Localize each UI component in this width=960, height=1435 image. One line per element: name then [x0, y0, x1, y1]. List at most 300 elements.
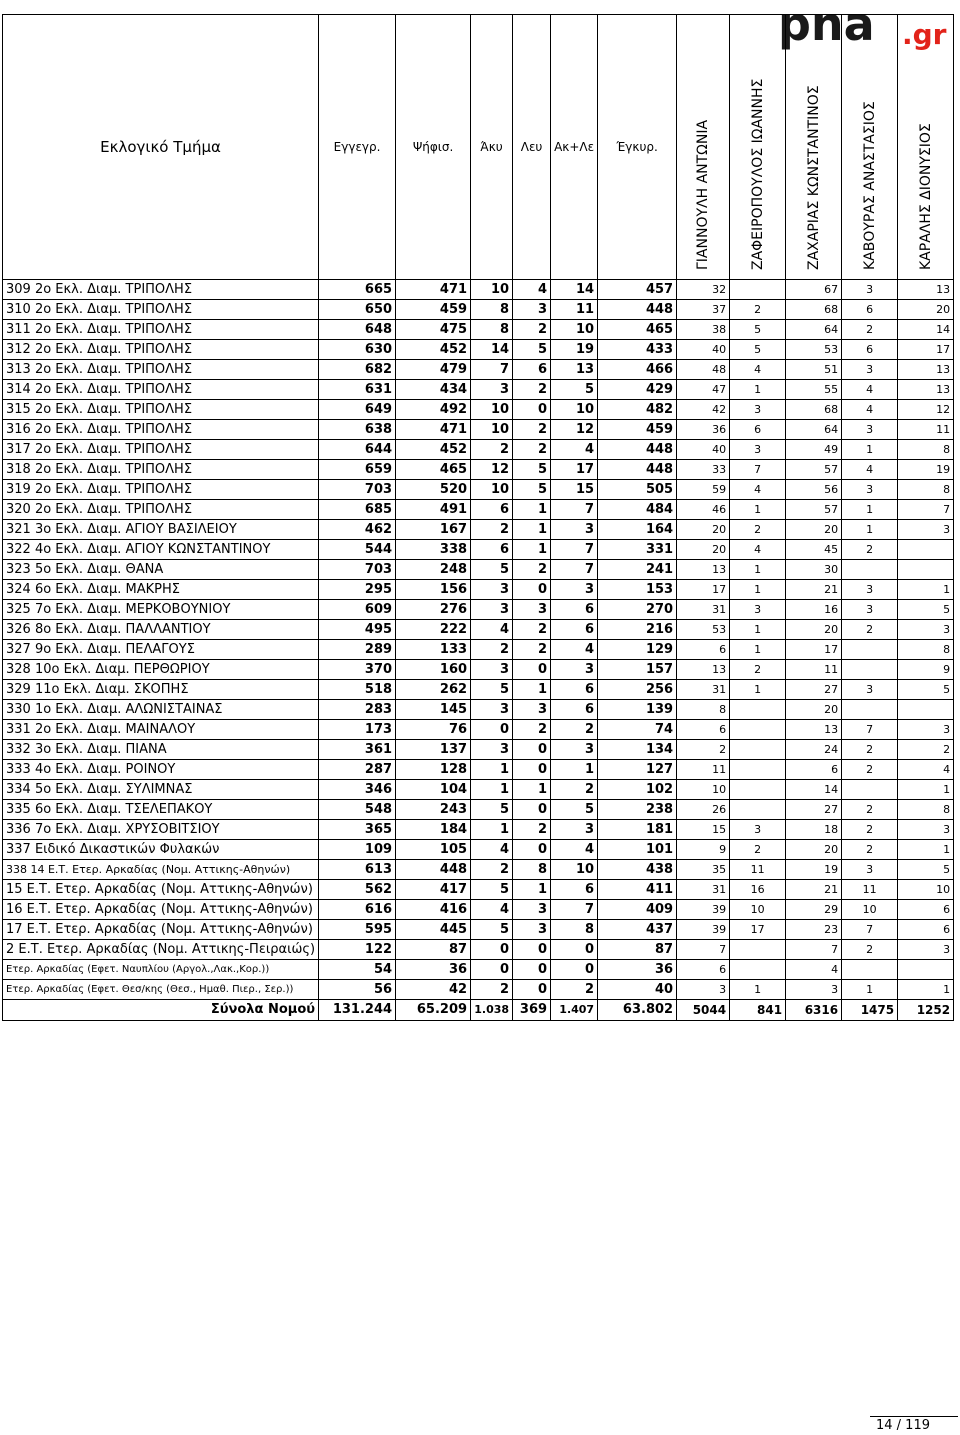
cell-invalid-blank: 6 — [551, 620, 598, 640]
table-row — [3, 840, 954, 860]
district-name: 328 10ο Εκλ. Διαμ. ΠΕΡΘΩΡΙΟΥ — [3, 660, 319, 680]
cell-candidate-2: 1 — [730, 380, 786, 400]
district-name: 317 2ο Εκλ. Διαμ. ΤΡΙΠΟΛΗΣ — [3, 440, 319, 460]
cell-candidate-1: 35 — [677, 860, 730, 880]
cell-candidate-1: 6 — [677, 960, 730, 980]
cell-voted: 491 — [396, 500, 471, 520]
cell-voted: 133 — [396, 640, 471, 660]
candidate-name: ΖΑΧΑΡΙΑΣ ΚΩΝΣΤΑΝΤΙΝΟΣ — [805, 85, 822, 270]
cell-registered: 665 — [319, 280, 396, 300]
cell-candidate-1: 31 — [677, 880, 730, 900]
cell-valid: 87 — [598, 940, 677, 960]
table-row — [3, 860, 954, 880]
cell-registered: 649 — [319, 400, 396, 420]
cell-candidate-3: 16 — [786, 600, 842, 620]
cell-candidate-5: 20 — [898, 300, 954, 320]
cell-candidate-4: 3 — [842, 420, 898, 440]
table-row — [3, 580, 954, 600]
cell-registered: 283 — [319, 700, 396, 720]
cell-voted: 76 — [396, 720, 471, 740]
district-name: 331 2ο Εκλ. Διαμ. ΜΑΙΝΑΛΟΥ — [3, 720, 319, 740]
cell-candidate-3: 68 — [786, 300, 842, 320]
cell-candidate-2: 17 — [730, 920, 786, 940]
cell-invalid-blank: 12 — [551, 420, 598, 440]
cell-voted: 445 — [396, 920, 471, 940]
total-valid: 63.802 — [598, 1000, 677, 1021]
cell-invalid-blank: 6 — [551, 600, 598, 620]
cell-blank: 0 — [513, 940, 551, 960]
cell-voted: 471 — [396, 420, 471, 440]
cell-candidate-2: 2 — [730, 300, 786, 320]
cell-candidate-5 — [898, 700, 954, 720]
cell-invalid: 5 — [471, 880, 513, 900]
cell-candidate-3: 51 — [786, 360, 842, 380]
cell-blank: 3 — [513, 900, 551, 920]
cell-registered: 287 — [319, 760, 396, 780]
cell-candidate-1: 47 — [677, 380, 730, 400]
cell-candidate-3: 14 — [786, 780, 842, 800]
cell-voted: 479 — [396, 360, 471, 380]
district-name: 330 1ο Εκλ. Διαμ. ΑΛΩΝΙΣΤΑΙΝΑΣ — [3, 700, 319, 720]
cell-invalid-blank: 1 — [551, 760, 598, 780]
cell-registered: 495 — [319, 620, 396, 640]
cell-candidate-1: 2 — [677, 740, 730, 760]
cell-candidate-1: 39 — [677, 920, 730, 940]
header-invalid: Άκυ — [471, 15, 513, 280]
table-row — [3, 300, 954, 320]
table-row — [3, 380, 954, 400]
cell-candidate-3: 20 — [786, 700, 842, 720]
cell-blank: 5 — [513, 460, 551, 480]
cell-candidate-1: 20 — [677, 520, 730, 540]
district-name: 334 5ο Εκλ. Διαμ. ΣΥΛΙΜΝΑΣ — [3, 780, 319, 800]
cell-candidate-5: 13 — [898, 360, 954, 380]
header-registered: Εγγεγρ. — [319, 15, 396, 280]
cell-candidate-3: 45 — [786, 540, 842, 560]
district-name: 315 2ο Εκλ. Διαμ. ΤΡΙΠΟΛΗΣ — [3, 400, 319, 420]
cell-candidate-5: 3 — [898, 720, 954, 740]
cell-invalid-blank: 3 — [551, 820, 598, 840]
cell-invalid: 10 — [471, 400, 513, 420]
cell-registered: 630 — [319, 340, 396, 360]
total-candidate-1: 5044 — [677, 1000, 730, 1021]
cell-candidate-5: 8 — [898, 480, 954, 500]
cell-valid: 256 — [598, 680, 677, 700]
cell-candidate-1: 39 — [677, 900, 730, 920]
table-row — [3, 700, 954, 720]
header-row — [3, 15, 954, 280]
cell-candidate-5: 3 — [898, 520, 954, 540]
cell-candidate-4 — [842, 780, 898, 800]
table-row — [3, 640, 954, 660]
table-row — [3, 800, 954, 820]
table-row — [3, 720, 954, 740]
cell-valid: 153 — [598, 580, 677, 600]
cell-candidate-3: 24 — [786, 740, 842, 760]
cell-candidate-3: 64 — [786, 420, 842, 440]
cell-valid: 238 — [598, 800, 677, 820]
cell-candidate-1: 59 — [677, 480, 730, 500]
cell-candidate-1: 3 — [677, 980, 730, 1000]
cell-blank: 0 — [513, 660, 551, 680]
cell-valid: 465 — [598, 320, 677, 340]
total-blank: 369 — [513, 1000, 551, 1021]
table-row — [3, 480, 954, 500]
district-name: 337 Ειδικό Δικαστικών Φυλακών — [3, 840, 319, 860]
page-number: 14 / 119 — [876, 1418, 930, 1433]
cell-candidate-2: 4 — [730, 480, 786, 500]
district-name: 326 8ο Εκλ. Διαμ. ΠΑΛΛΑΝΤΙΟΥ — [3, 620, 319, 640]
cell-voted: 448 — [396, 860, 471, 880]
cell-invalid-blank: 17 — [551, 460, 598, 480]
table-row — [3, 500, 954, 520]
cell-voted: 128 — [396, 760, 471, 780]
total-invalid-blank: 1.407 — [551, 1000, 598, 1021]
cell-invalid-blank: 5 — [551, 380, 598, 400]
cell-blank: 2 — [513, 640, 551, 660]
cell-candidate-3: 4 — [786, 960, 842, 980]
cell-valid: 181 — [598, 820, 677, 840]
cell-candidate-5: 13 — [898, 280, 954, 300]
cell-candidate-1: 48 — [677, 360, 730, 380]
cell-invalid: 1 — [471, 820, 513, 840]
cell-invalid: 6 — [471, 500, 513, 520]
cell-voted: 338 — [396, 540, 471, 560]
cell-candidate-5: 11 — [898, 420, 954, 440]
cell-candidate-3: 49 — [786, 440, 842, 460]
cell-candidate-5: 8 — [898, 640, 954, 660]
cell-candidate-4 — [842, 560, 898, 580]
cell-candidate-2: 1 — [730, 680, 786, 700]
district-name: 336 7ο Εκλ. Διαμ. ΧΡΥΣΟΒΙΤΣΙΟΥ — [3, 820, 319, 840]
district-name: 316 2ο Εκλ. Διαμ. ΤΡΙΠΟΛΗΣ — [3, 420, 319, 440]
cell-valid: 484 — [598, 500, 677, 520]
cell-candidate-5: 13 — [898, 380, 954, 400]
district-name: 310 2ο Εκλ. Διαμ. ΤΡΙΠΟΛΗΣ — [3, 300, 319, 320]
table-row — [3, 460, 954, 480]
cell-valid: 102 — [598, 780, 677, 800]
district-name: 309 2ο Εκλ. Διαμ. ΤΡΙΠΟΛΗΣ — [3, 280, 319, 300]
cell-registered: 361 — [319, 740, 396, 760]
cell-valid: 466 — [598, 360, 677, 380]
cell-candidate-2: 7 — [730, 460, 786, 480]
cell-invalid: 4 — [471, 900, 513, 920]
cell-candidate-5: 1 — [898, 840, 954, 860]
cell-candidate-3: 3 — [786, 980, 842, 1000]
cell-invalid-blank: 6 — [551, 680, 598, 700]
cell-voted: 471 — [396, 280, 471, 300]
cell-candidate-4: 2 — [842, 620, 898, 640]
cell-candidate-2: 6 — [730, 420, 786, 440]
header-valid: Έγκυρ. — [598, 15, 677, 280]
cell-candidate-2: 1 — [730, 620, 786, 640]
district-name: 312 2ο Εκλ. Διαμ. ΤΡΙΠΟΛΗΣ — [3, 340, 319, 360]
cell-candidate-3: 20 — [786, 620, 842, 640]
cell-voted: 492 — [396, 400, 471, 420]
cell-invalid: 4 — [471, 620, 513, 640]
district-name: 335 6ο Εκλ. Διαμ. ΤΣΕΛΕΠΑΚΟΥ — [3, 800, 319, 820]
cell-candidate-3: 57 — [786, 500, 842, 520]
logo-suffix: .gr — [902, 18, 947, 50]
district-name: 333 4ο Εκλ. Διαμ. ΡΟΙΝΟΥ — [3, 760, 319, 780]
cell-candidate-2: 1 — [730, 500, 786, 520]
cell-valid: 438 — [598, 860, 677, 880]
table-row — [3, 900, 954, 920]
cell-candidate-2: 1 — [730, 980, 786, 1000]
cell-candidate-5: 10 — [898, 880, 954, 900]
table-row — [3, 680, 954, 700]
cell-invalid: 7 — [471, 360, 513, 380]
cell-candidate-5: 1 — [898, 580, 954, 600]
cell-candidate-1: 6 — [677, 720, 730, 740]
cell-valid: 127 — [598, 760, 677, 780]
cell-valid: 409 — [598, 900, 677, 920]
cell-candidate-3: 20 — [786, 840, 842, 860]
cell-candidate-1: 8 — [677, 700, 730, 720]
cell-candidate-2: 3 — [730, 440, 786, 460]
cell-blank: 0 — [513, 400, 551, 420]
cell-candidate-5: 17 — [898, 340, 954, 360]
table-row — [3, 760, 954, 780]
cell-blank: 5 — [513, 340, 551, 360]
cell-candidate-5: 5 — [898, 600, 954, 620]
cell-voted: 434 — [396, 380, 471, 400]
cell-candidate-4 — [842, 660, 898, 680]
cell-valid: 448 — [598, 460, 677, 480]
cell-invalid: 8 — [471, 320, 513, 340]
district-name: 320 2ο Εκλ. Διαμ. ΤΡΙΠΟΛΗΣ — [3, 500, 319, 520]
table-row — [3, 540, 954, 560]
cell-valid: 101 — [598, 840, 677, 860]
cell-registered: 346 — [319, 780, 396, 800]
district-name: 321 3ο Εκλ. Διαμ. ΑΓΙΟΥ ΒΑΣΙΛΕΙΟΥ — [3, 520, 319, 540]
cell-invalid-blank: 7 — [551, 900, 598, 920]
cell-invalid: 5 — [471, 680, 513, 700]
total-invalid: 1.038 — [471, 1000, 513, 1021]
cell-candidate-5: 8 — [898, 800, 954, 820]
table-row — [3, 440, 954, 460]
cell-voted: 262 — [396, 680, 471, 700]
cell-candidate-4: 1 — [842, 980, 898, 1000]
cell-candidate-5: 1 — [898, 980, 954, 1000]
cell-registered: 462 — [319, 520, 396, 540]
cell-voted: 520 — [396, 480, 471, 500]
cell-blank: 3 — [513, 920, 551, 940]
cell-candidate-2: 5 — [730, 320, 786, 340]
cell-valid: 270 — [598, 600, 677, 620]
table-row — [3, 780, 954, 800]
cell-voted: 87 — [396, 940, 471, 960]
cell-candidate-5: 6 — [898, 920, 954, 940]
cell-candidate-2: 16 — [730, 880, 786, 900]
cell-candidate-5: 4 — [898, 760, 954, 780]
cell-candidate-2 — [730, 800, 786, 820]
cell-invalid: 3 — [471, 700, 513, 720]
cell-registered: 659 — [319, 460, 396, 480]
header-candidate-1 — [677, 15, 730, 280]
district-name: 311 2ο Εκλ. Διαμ. ΤΡΙΠΟΛΗΣ — [3, 320, 319, 340]
cell-registered: 703 — [319, 480, 396, 500]
cell-invalid-blank: 3 — [551, 580, 598, 600]
cell-candidate-4: 4 — [842, 380, 898, 400]
cell-registered: 54 — [319, 960, 396, 980]
header-candidate-3 — [786, 15, 842, 280]
cell-valid: 331 — [598, 540, 677, 560]
cell-voted: 248 — [396, 560, 471, 580]
cell-candidate-1: 33 — [677, 460, 730, 480]
cell-candidate-4: 3 — [842, 860, 898, 880]
cell-registered: 518 — [319, 680, 396, 700]
cell-registered: 703 — [319, 560, 396, 580]
cell-blank: 1 — [513, 780, 551, 800]
cell-invalid-blank: 4 — [551, 640, 598, 660]
cell-blank: 2 — [513, 620, 551, 640]
cell-candidate-2 — [730, 740, 786, 760]
cell-valid: 157 — [598, 660, 677, 680]
cell-invalid: 5 — [471, 920, 513, 940]
cell-blank: 2 — [513, 380, 551, 400]
cell-blank: 1 — [513, 520, 551, 540]
cell-candidate-2: 4 — [730, 360, 786, 380]
header-voted: Ψήφισ. — [396, 15, 471, 280]
cell-registered: 109 — [319, 840, 396, 860]
cell-candidate-5: 1 — [898, 780, 954, 800]
cell-candidate-1: 46 — [677, 500, 730, 520]
cell-registered: 650 — [319, 300, 396, 320]
header-candidate-2 — [730, 15, 786, 280]
cell-valid: 448 — [598, 300, 677, 320]
table-row — [3, 320, 954, 340]
cell-invalid: 3 — [471, 580, 513, 600]
cell-valid: 129 — [598, 640, 677, 660]
table-row — [3, 400, 954, 420]
cell-voted: 452 — [396, 340, 471, 360]
cell-blank: 1 — [513, 540, 551, 560]
cell-candidate-3: 17 — [786, 640, 842, 660]
cell-invalid-blank: 0 — [551, 960, 598, 980]
cell-candidate-3: 27 — [786, 800, 842, 820]
totals-label: Σύνολα Νομού — [3, 1000, 319, 1021]
cell-voted: 167 — [396, 520, 471, 540]
cell-candidate-5: 12 — [898, 400, 954, 420]
cell-invalid-blank: 3 — [551, 660, 598, 680]
district-name: 313 2ο Εκλ. Διαμ. ΤΡΙΠΟΛΗΣ — [3, 360, 319, 380]
table-row — [3, 340, 954, 360]
cell-candidate-2: 2 — [730, 840, 786, 860]
cell-blank: 1 — [513, 680, 551, 700]
cell-blank: 2 — [513, 820, 551, 840]
cell-valid: 448 — [598, 440, 677, 460]
cell-invalid: 0 — [471, 960, 513, 980]
cell-registered: 616 — [319, 900, 396, 920]
cell-candidate-3: 13 — [786, 720, 842, 740]
cell-registered: 685 — [319, 500, 396, 520]
cell-candidate-5 — [898, 960, 954, 980]
cell-invalid-blank: 4 — [551, 840, 598, 860]
district-name: 2 Ε.Τ. Ετερ. Αρκαδίας (Νομ. Αττικης-Πειραιώς) — [3, 940, 319, 960]
cell-valid: 134 — [598, 740, 677, 760]
cell-candidate-2 — [730, 700, 786, 720]
cell-candidate-3: 7 — [786, 940, 842, 960]
district-name: 314 2ο Εκλ. Διαμ. ΤΡΙΠΟΛΗΣ — [3, 380, 319, 400]
cell-registered: 644 — [319, 440, 396, 460]
header-district: Εκλογικό Τμήμα — [3, 15, 319, 280]
cell-registered: 295 — [319, 580, 396, 600]
cell-valid: 164 — [598, 520, 677, 540]
cell-candidate-4: 3 — [842, 360, 898, 380]
cell-voted: 105 — [396, 840, 471, 860]
cell-candidate-5: 8 — [898, 440, 954, 460]
table-row — [3, 940, 954, 960]
district-name: Ετερ. Αρκαδίας (Εφετ. Θεσ/κης (Θεσ., Ημαθ. Πιερ., Σερ.)) — [3, 980, 319, 1000]
cell-candidate-1: 20 — [677, 540, 730, 560]
cell-invalid-blank: 19 — [551, 340, 598, 360]
cell-candidate-1: 31 — [677, 680, 730, 700]
cell-blank: 5 — [513, 480, 551, 500]
cell-candidate-4: 3 — [842, 580, 898, 600]
header-invalid-blank: Ακ+Λε — [551, 15, 598, 280]
cell-candidate-3: 23 — [786, 920, 842, 940]
cell-voted: 184 — [396, 820, 471, 840]
cell-candidate-1: 9 — [677, 840, 730, 860]
cell-valid: 429 — [598, 380, 677, 400]
cell-candidate-4: 11 — [842, 880, 898, 900]
total-candidate-4: 1475 — [842, 1000, 898, 1021]
cell-invalid-blank: 7 — [551, 560, 598, 580]
cell-valid: 74 — [598, 720, 677, 740]
cell-registered: 638 — [319, 420, 396, 440]
cell-candidate-4: 2 — [842, 320, 898, 340]
cell-invalid: 5 — [471, 800, 513, 820]
cell-candidate-3: 19 — [786, 860, 842, 880]
table-row — [3, 960, 954, 980]
cell-candidate-4: 6 — [842, 340, 898, 360]
cell-candidate-4 — [842, 640, 898, 660]
cell-candidate-4: 3 — [842, 280, 898, 300]
cell-invalid-blank: 13 — [551, 360, 598, 380]
header-candidate-5 — [898, 15, 954, 280]
cell-candidate-5: 6 — [898, 900, 954, 920]
table-row — [3, 920, 954, 940]
cell-invalid: 2 — [471, 440, 513, 460]
cell-valid: 437 — [598, 920, 677, 940]
cell-invalid-blank: 2 — [551, 720, 598, 740]
cell-candidate-2: 3 — [730, 600, 786, 620]
cell-candidate-1: 37 — [677, 300, 730, 320]
cell-invalid: 3 — [471, 660, 513, 680]
cell-candidate-3: 56 — [786, 480, 842, 500]
cell-invalid: 14 — [471, 340, 513, 360]
cell-invalid-blank: 10 — [551, 860, 598, 880]
cell-invalid: 10 — [471, 480, 513, 500]
cell-blank: 8 — [513, 860, 551, 880]
cell-voted: 104 — [396, 780, 471, 800]
table-row — [3, 740, 954, 760]
cell-candidate-1: 17 — [677, 580, 730, 600]
cell-invalid: 2 — [471, 520, 513, 540]
cell-blank: 3 — [513, 600, 551, 620]
cell-blank: 1 — [513, 880, 551, 900]
table-row — [3, 420, 954, 440]
cell-candidate-1: 38 — [677, 320, 730, 340]
cell-invalid: 1 — [471, 760, 513, 780]
cell-candidate-4: 2 — [842, 740, 898, 760]
cell-candidate-5: 7 — [898, 500, 954, 520]
cell-registered: 631 — [319, 380, 396, 400]
cell-registered: 613 — [319, 860, 396, 880]
cell-candidate-1: 13 — [677, 560, 730, 580]
cell-candidate-1: 26 — [677, 800, 730, 820]
